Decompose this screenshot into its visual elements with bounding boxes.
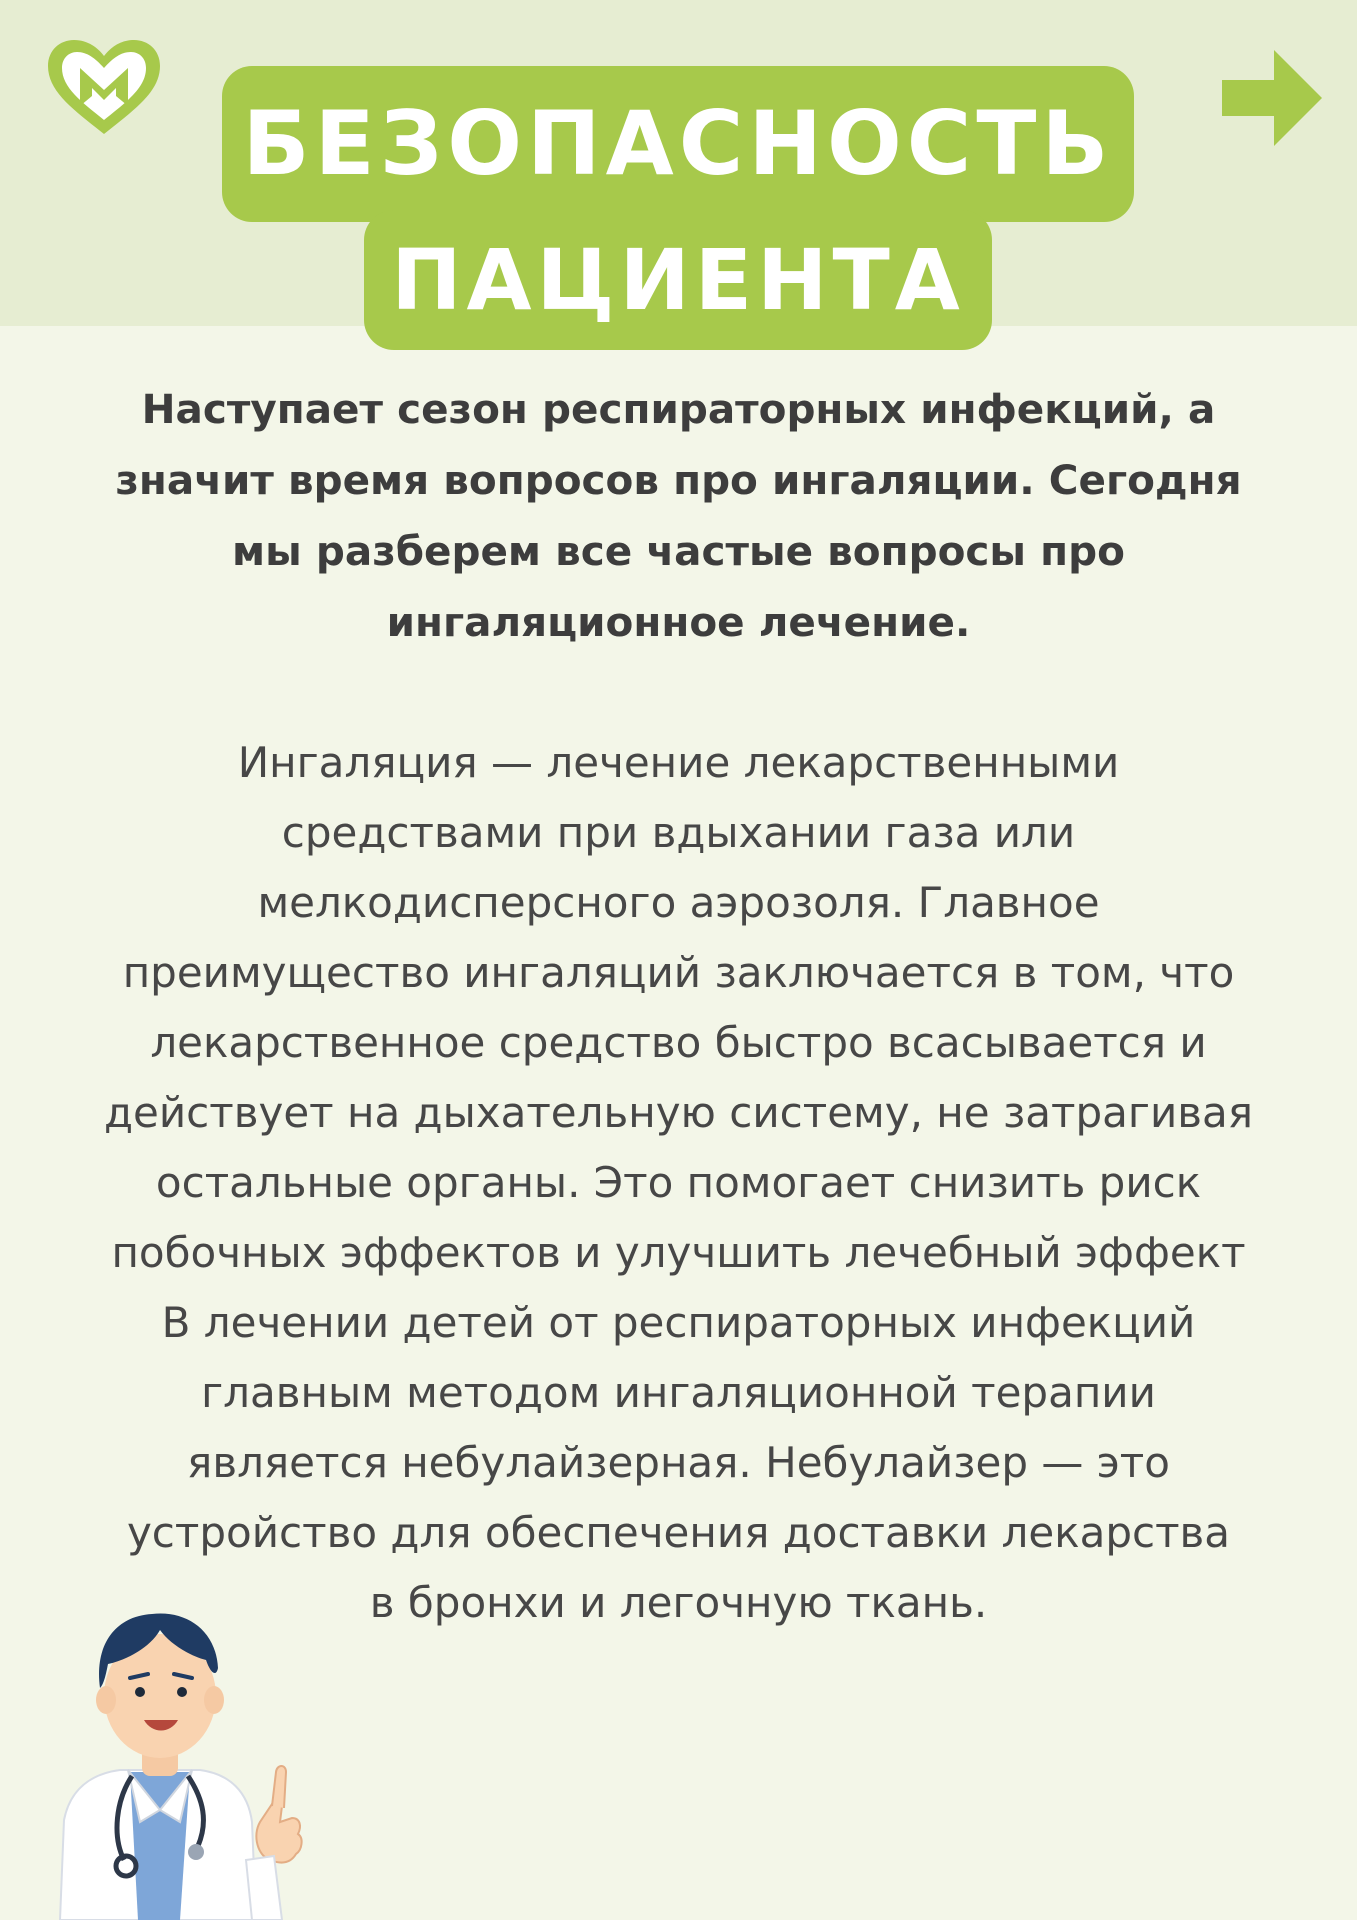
body-line: устройство для обеспечения доставки лекарства [126, 1508, 1231, 1557]
body-paragraph [40, 728, 1317, 1638]
body-line: в бронхи и легочную ткань. [369, 1578, 988, 1627]
body-line: преимущество ингаляций заключается в том, что [122, 948, 1235, 997]
body-line: В лечении детей от респираторных инфекций [161, 1298, 1196, 1347]
heart-m-logo-icon [44, 38, 164, 138]
intro-paragraph [60, 374, 1297, 658]
body-line: средствами при вдыхании газа или [281, 808, 1076, 857]
arrow-right-icon[interactable] [1218, 44, 1326, 152]
page-title-line-1: БЕЗОПАСНОСТЬ [222, 66, 1134, 222]
body-line: является небулайзерная. Небулайзер — это [187, 1438, 1170, 1487]
intro-line: Наступает сезон респираторных инфекций, а [141, 385, 1216, 433]
intro-line: мы разберем все частые вопросы про [232, 527, 1125, 575]
intro-line: ингаляционное лечение. [386, 598, 971, 646]
body-line: главным методом ингаляционной терапии [201, 1368, 1156, 1417]
body-line: Ингаляция — лечение лекарственными [237, 738, 1120, 787]
doctor-illustration [20, 1560, 340, 1920]
body-line: действует на дыхательную систему, не затрагивая [104, 1088, 1253, 1137]
body-line: остальные органы. Это помогает снизить риск [155, 1158, 1202, 1207]
body-line: мелкодисперсного аэрозоля. Главное [257, 878, 1100, 927]
page-title-line-2: ПАЦИЕНТА [364, 210, 992, 350]
body-line: лекарственное средство быстро всасывается и [150, 1018, 1207, 1067]
intro-line: значит время вопросов про ингаляции. Сегодня [115, 456, 1242, 504]
body-line: побочных эффектов и улучшить лечебный эффект [111, 1228, 1246, 1277]
